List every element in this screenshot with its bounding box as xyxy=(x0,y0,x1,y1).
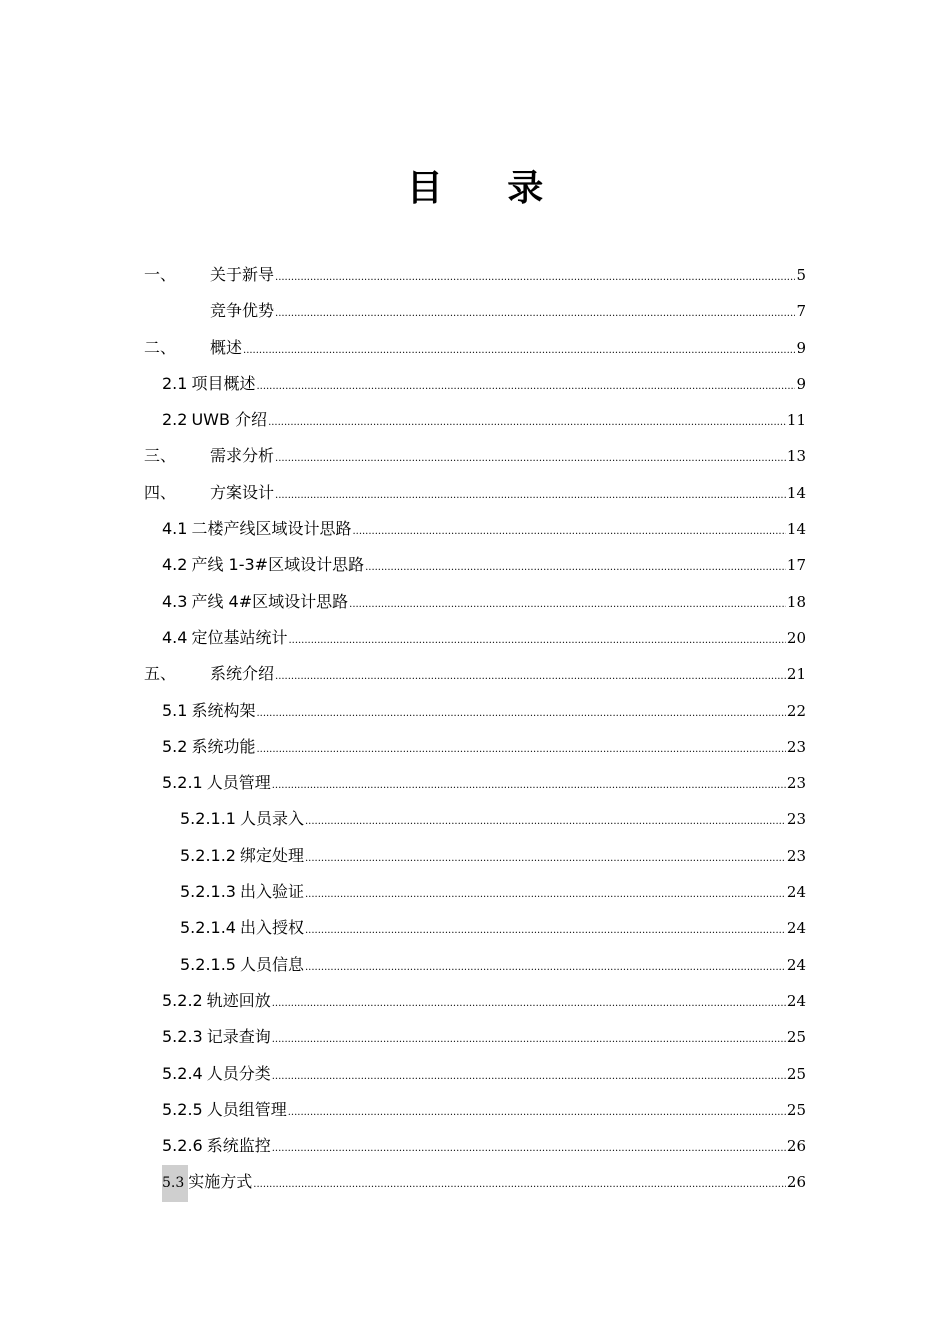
toc-entry-label: 方案设计 xyxy=(210,482,275,502)
dot-leader xyxy=(305,841,786,877)
toc-entry-page-number: 25 xyxy=(786,1100,806,1119)
toc-entry-label: 出入验证 xyxy=(239,882,304,902)
toc-entry-number: 5.2.6 xyxy=(162,1136,203,1156)
toc-entry-label: 系统构架 xyxy=(191,700,256,720)
toc-entry-page-number: 23 xyxy=(786,737,806,756)
toc-entry-page-number: 11 xyxy=(786,411,806,430)
toc-entry-number: 5.2.3 xyxy=(162,1027,203,1047)
toc-entry-page-number: 5 xyxy=(796,266,806,284)
dot-leader xyxy=(349,587,786,623)
toc-entry-number: 5.2.1.2 xyxy=(180,845,236,865)
toc-entry-page-number: 23 xyxy=(786,810,806,829)
dot-leader xyxy=(288,623,785,659)
dot-leader xyxy=(275,296,795,332)
toc-entry-label: 系统介绍 xyxy=(210,664,275,684)
toc-entry[interactable] xyxy=(144,293,806,329)
dot-leader xyxy=(305,950,786,986)
dot-leader xyxy=(288,1095,786,1131)
toc-entry-label: 人员分类 xyxy=(206,1063,271,1083)
toc-entry-page-number: 21 xyxy=(786,665,806,684)
toc-entry-label: 需求分析 xyxy=(210,446,275,466)
toc-entry-number: 2.2 xyxy=(162,410,188,430)
toc-entry-label: UWB 介绍 xyxy=(191,410,268,430)
toc-entry[interactable] xyxy=(144,656,806,692)
toc-entry-number: 5.2.1.4 xyxy=(180,918,236,938)
dot-leader xyxy=(256,696,785,732)
toc-entry-label: 记录查询 xyxy=(206,1027,271,1047)
dot-leader xyxy=(365,550,786,586)
toc-entry-number: 4.2 xyxy=(162,555,188,575)
toc-entry-page-number: 24 xyxy=(786,883,806,902)
toc-entry-number: 5.2.1.5 xyxy=(180,954,236,974)
toc-entry-number: 5.2.1.1 xyxy=(180,809,236,829)
toc-entry-label: 实施方式 xyxy=(188,1172,253,1192)
toc-entry-page-number: 20 xyxy=(786,628,806,647)
toc-entry-label: 出入授权 xyxy=(239,918,304,938)
toc-entry-page-number: 24 xyxy=(786,991,806,1010)
toc-entry-page-number: 26 xyxy=(786,1137,806,1156)
toc-entry-label: 概述 xyxy=(210,337,243,357)
toc-entry-page-number: 24 xyxy=(786,919,806,938)
toc-entry-number: 4.1 xyxy=(162,519,188,539)
toc-entry-page-number: 26 xyxy=(786,1173,806,1192)
toc-entry[interactable] xyxy=(144,1128,806,1164)
toc-entry-label: 轨迹回放 xyxy=(206,990,271,1010)
toc-entry[interactable] xyxy=(144,1056,806,1092)
dot-leader xyxy=(352,514,785,550)
toc-entry[interactable] xyxy=(144,765,806,801)
toc-entry-number: 四、 xyxy=(144,482,177,502)
dot-leader xyxy=(275,441,786,477)
toc-entry-number: 5.3 xyxy=(162,1165,188,1201)
dot-leader xyxy=(272,1022,786,1058)
toc-entry[interactable] xyxy=(144,547,806,583)
dot-leader xyxy=(272,1059,786,1095)
dot-leader xyxy=(275,659,786,695)
toc-entry-label: 产线 4#区域设计思路 xyxy=(191,591,349,611)
toc-entry-label: 人员管理 xyxy=(206,773,271,793)
toc-entry[interactable] xyxy=(144,438,806,474)
toc-entry-number: 4.4 xyxy=(162,627,188,647)
toc-entry-number: 二、 xyxy=(144,337,177,357)
toc-entry-page-number: 14 xyxy=(786,483,806,502)
toc-entry-page-number: 9 xyxy=(796,374,806,393)
toc-entry[interactable] xyxy=(144,729,806,765)
toc-entry-page-number: 17 xyxy=(786,556,806,575)
toc-entry-page-number: 7 xyxy=(796,302,806,321)
toc-entry-number: 5.2.1 xyxy=(162,773,203,793)
toc-entry-label: 系统监控 xyxy=(206,1136,271,1156)
toc-entry[interactable] xyxy=(144,801,806,837)
toc-entry-page-number: 24 xyxy=(786,955,806,974)
toc-entry[interactable] xyxy=(144,910,806,946)
toc-entry[interactable] xyxy=(144,475,806,511)
toc-entry-page-number: 14 xyxy=(786,520,806,539)
toc-entry-page-number: 22 xyxy=(786,701,806,720)
toc-entry-number: 一、 xyxy=(144,265,177,284)
toc-entry-number: 5.2.4 xyxy=(162,1063,203,1083)
toc-entry-label: 系统功能 xyxy=(191,736,256,756)
toc-entry-label: 绑定处理 xyxy=(239,845,304,865)
toc-entry-page-number: 25 xyxy=(786,1028,806,1047)
toc-entry-label: 人员信息 xyxy=(239,954,304,974)
dot-leader xyxy=(272,986,786,1022)
toc-entry-label: 竞争优势 xyxy=(210,301,275,321)
dot-leader xyxy=(256,732,785,768)
toc-entry-page-number: 9 xyxy=(796,338,806,357)
toc-entry-number: 2.1 xyxy=(162,373,188,393)
toc-entry[interactable] xyxy=(144,693,806,729)
dot-leader xyxy=(253,1167,786,1203)
toc-entry[interactable] xyxy=(144,366,806,402)
dot-leader xyxy=(275,478,786,514)
toc-entry-page-number: 13 xyxy=(786,447,806,466)
toc-entry-number: 三、 xyxy=(144,446,177,466)
toc-entry[interactable] xyxy=(144,947,806,983)
toc-entry-label: 产线 1-3#区域设计思路 xyxy=(191,555,365,575)
table-of-contents xyxy=(144,257,806,1201)
toc-entry-page-number: 23 xyxy=(786,774,806,793)
dot-leader xyxy=(256,369,795,405)
dot-leader xyxy=(243,333,795,369)
toc-entry[interactable] xyxy=(144,1092,806,1128)
toc-entry-number: 5.2 xyxy=(162,736,188,756)
toc-entry-page-number: 25 xyxy=(786,1064,806,1083)
toc-entry-number: 五、 xyxy=(144,664,177,684)
dot-leader xyxy=(305,804,786,840)
toc-entry[interactable] xyxy=(144,1164,806,1200)
toc-entry[interactable] xyxy=(144,620,806,656)
toc-entry[interactable] xyxy=(144,330,806,366)
toc-entry[interactable] xyxy=(144,511,806,547)
toc-entry[interactable] xyxy=(144,257,806,293)
toc-entry-label: 人员录入 xyxy=(239,809,304,829)
toc-entry[interactable] xyxy=(144,838,806,874)
toc-entry-page-number: 18 xyxy=(786,592,806,611)
dot-leader xyxy=(268,405,786,441)
toc-entry-number: 5.2.5 xyxy=(162,1099,203,1119)
toc-entry[interactable] xyxy=(144,1019,806,1055)
toc-entry-label: 关于新导 xyxy=(210,265,275,284)
toc-entry-number: 5.2.2 xyxy=(162,990,203,1010)
toc-title: 目 录 xyxy=(406,168,570,209)
toc-entry-number: 5.2.1.3 xyxy=(180,882,236,902)
toc-entry-label: 项目概述 xyxy=(191,373,256,393)
toc-entry-page-number: 23 xyxy=(786,846,806,865)
toc-entry[interactable] xyxy=(144,584,806,620)
toc-entry-number: 5.1 xyxy=(162,700,188,720)
toc-entry-label: 二楼产线区域设计思路 xyxy=(191,519,352,539)
toc-entry-number: 4.3 xyxy=(162,591,188,611)
toc-entry[interactable] xyxy=(144,874,806,910)
dot-leader xyxy=(272,768,786,804)
dot-leader xyxy=(275,260,795,296)
toc-entry[interactable] xyxy=(144,402,806,438)
dot-leader xyxy=(272,1131,786,1167)
toc-entry[interactable] xyxy=(144,983,806,1019)
toc-entry-label: 人员组管理 xyxy=(206,1099,287,1119)
dot-leader xyxy=(305,877,786,913)
toc-entry-label: 定位基站统计 xyxy=(191,627,288,647)
dot-leader xyxy=(305,913,786,949)
